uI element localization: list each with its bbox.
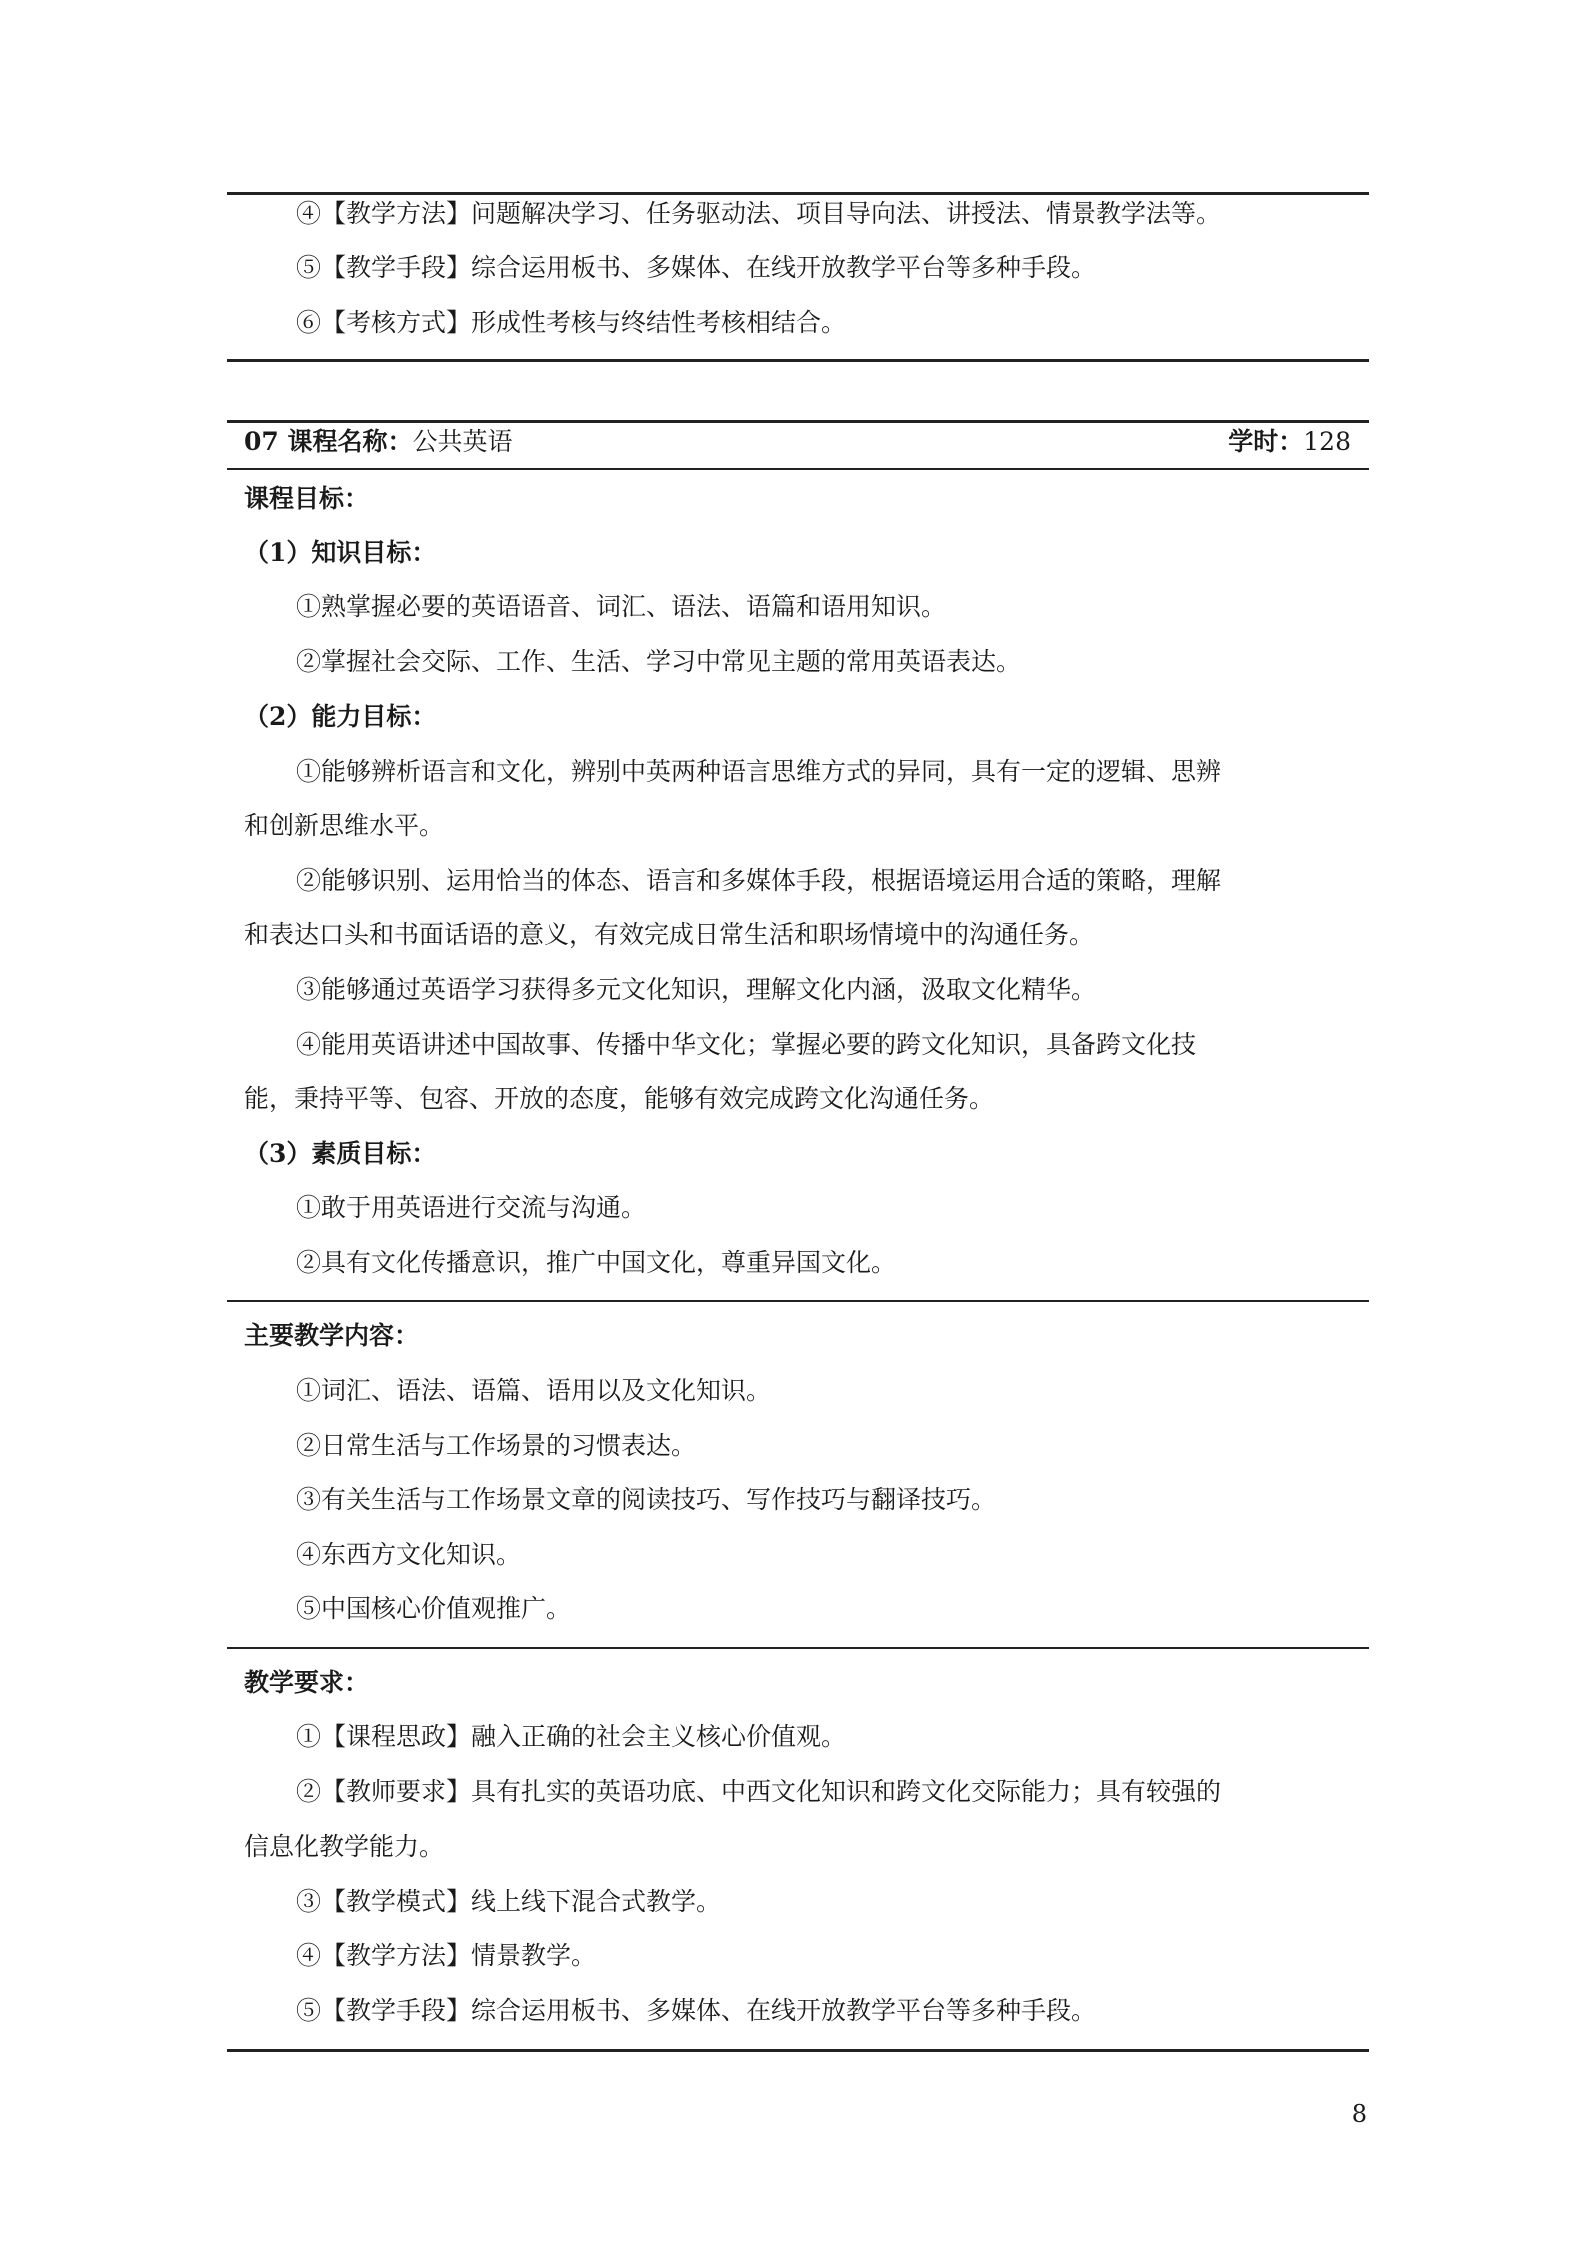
objectives-bottom-rule	[227, 1300, 1369, 1302]
requirement-item-3: ③【教学模式】线上线下混合式教学。	[296, 1887, 722, 1916]
course-name-cell	[244, 424, 513, 460]
content-bottom-rule	[227, 1647, 1369, 1649]
ability-item-1-cont: 和创新思维水平。	[244, 811, 445, 840]
requirements-heading: 教学要求：	[244, 1668, 370, 1697]
quality-label: （3）素质目标：	[244, 1139, 437, 1168]
content-heading: 主要教学内容：	[244, 1321, 420, 1350]
content-item-3: ③有关生活与工作场景文章的阅读技巧、写作技巧与翻译技巧。	[296, 1485, 997, 1514]
knowledge-item-2: ②掌握社会交际、工作、生活、学习中常见主题的常用英语表达。	[296, 647, 1022, 676]
course-hours-cell	[1228, 424, 1351, 460]
page-number: 8	[1351, 2100, 1367, 2128]
ability-item-2-cont: 和表达口头和书面话语的意义，有效完成日常生活和职场情境中的沟通任务。	[244, 920, 1095, 949]
ability-item-1: ①能够辨析语言和文化，辨别中英两种语言思维方式的异同，具有一定的逻辑、思辨	[296, 757, 1222, 786]
top-line-2: ⑤【教学手段】综合运用板书、多媒体、在线开放教学平台等多种手段。	[296, 253, 1097, 282]
ability-item-4-cont: 能，秉持平等、包容、开放的态度，能够有效完成跨文化沟通任务。	[244, 1084, 995, 1113]
objectives-heading: 课程目标：	[244, 484, 370, 513]
content-item-4: ④东西方文化知识。	[296, 1540, 522, 1569]
content-item-2: ②日常生活与工作场景的习惯表达。	[296, 1431, 697, 1460]
content-item-5: ⑤中国核心价值观推广。	[296, 1594, 572, 1623]
requirement-item-5: ⑤【教学手段】综合运用板书、多媒体、在线开放教学平台等多种手段。	[296, 1996, 1097, 2025]
top-section-bottom-rule	[227, 359, 1369, 362]
requirement-item-2: ②【教师要求】具有扎实的英语功底、中西文化知识和跨文化交际能力；具有较强的	[296, 1777, 1222, 1806]
top-section-top-rule	[227, 192, 1369, 195]
course-hours-label: 学时：	[1228, 427, 1304, 456]
requirements-bottom-rule	[227, 2049, 1369, 2052]
ability-item-4: ④能用英语讲述中国故事、传播中华文化；掌握必要的跨文化知识，具备跨文化技	[296, 1030, 1197, 1059]
ability-label: （2）能力目标：	[244, 702, 437, 731]
top-line-3: ⑥【考核方式】形成性考核与终结性考核相结合。	[296, 308, 847, 337]
requirement-item-1: ①【课程思政】融入正确的社会主义核心价值观。	[296, 1722, 847, 1751]
knowledge-label-line	[0, 535, 1587, 571]
quality-item-2: ②具有文化传播意识，推广中国文化，尊重异国文化。	[296, 1248, 897, 1277]
course-title-row	[244, 424, 1351, 460]
quality-item-1: ①敢于用英语进行交流与沟通。	[296, 1193, 647, 1222]
ability-item-2: ②能够识别、运用恰当的体态、语言和多媒体手段，根据语境运用合适的策略，理解	[296, 866, 1222, 895]
requirement-item-4: ④【教学方法】情景教学。	[296, 1941, 597, 1970]
course-hours: 128	[1303, 427, 1351, 456]
top-line-1: ④【教学方法】问题解决学习、任务驱动法、项目导向法、讲授法、情景教学法等。	[296, 199, 1222, 228]
course-table-top-rule	[227, 420, 1369, 423]
course-number-label: 07 课程名称：	[244, 427, 413, 456]
ability-label-line	[0, 699, 1587, 735]
knowledge-label: （1）知识目标：	[244, 538, 437, 567]
content-item-1: ①词汇、语法、语篇、语用以及文化知识。	[296, 1376, 772, 1405]
quality-label-line	[0, 1136, 1587, 1172]
requirement-item-2-cont: 信息化教学能力。	[244, 1832, 445, 1861]
title-row-rule	[227, 468, 1369, 470]
ability-item-3: ③能够通过英语学习获得多元文化知识，理解文化内涵，汲取文化精华。	[296, 975, 1097, 1004]
knowledge-item-1: ①熟掌握必要的英语语音、词汇、语法、语篇和语用知识。	[296, 592, 947, 621]
course-name: 公共英语	[412, 427, 513, 456]
